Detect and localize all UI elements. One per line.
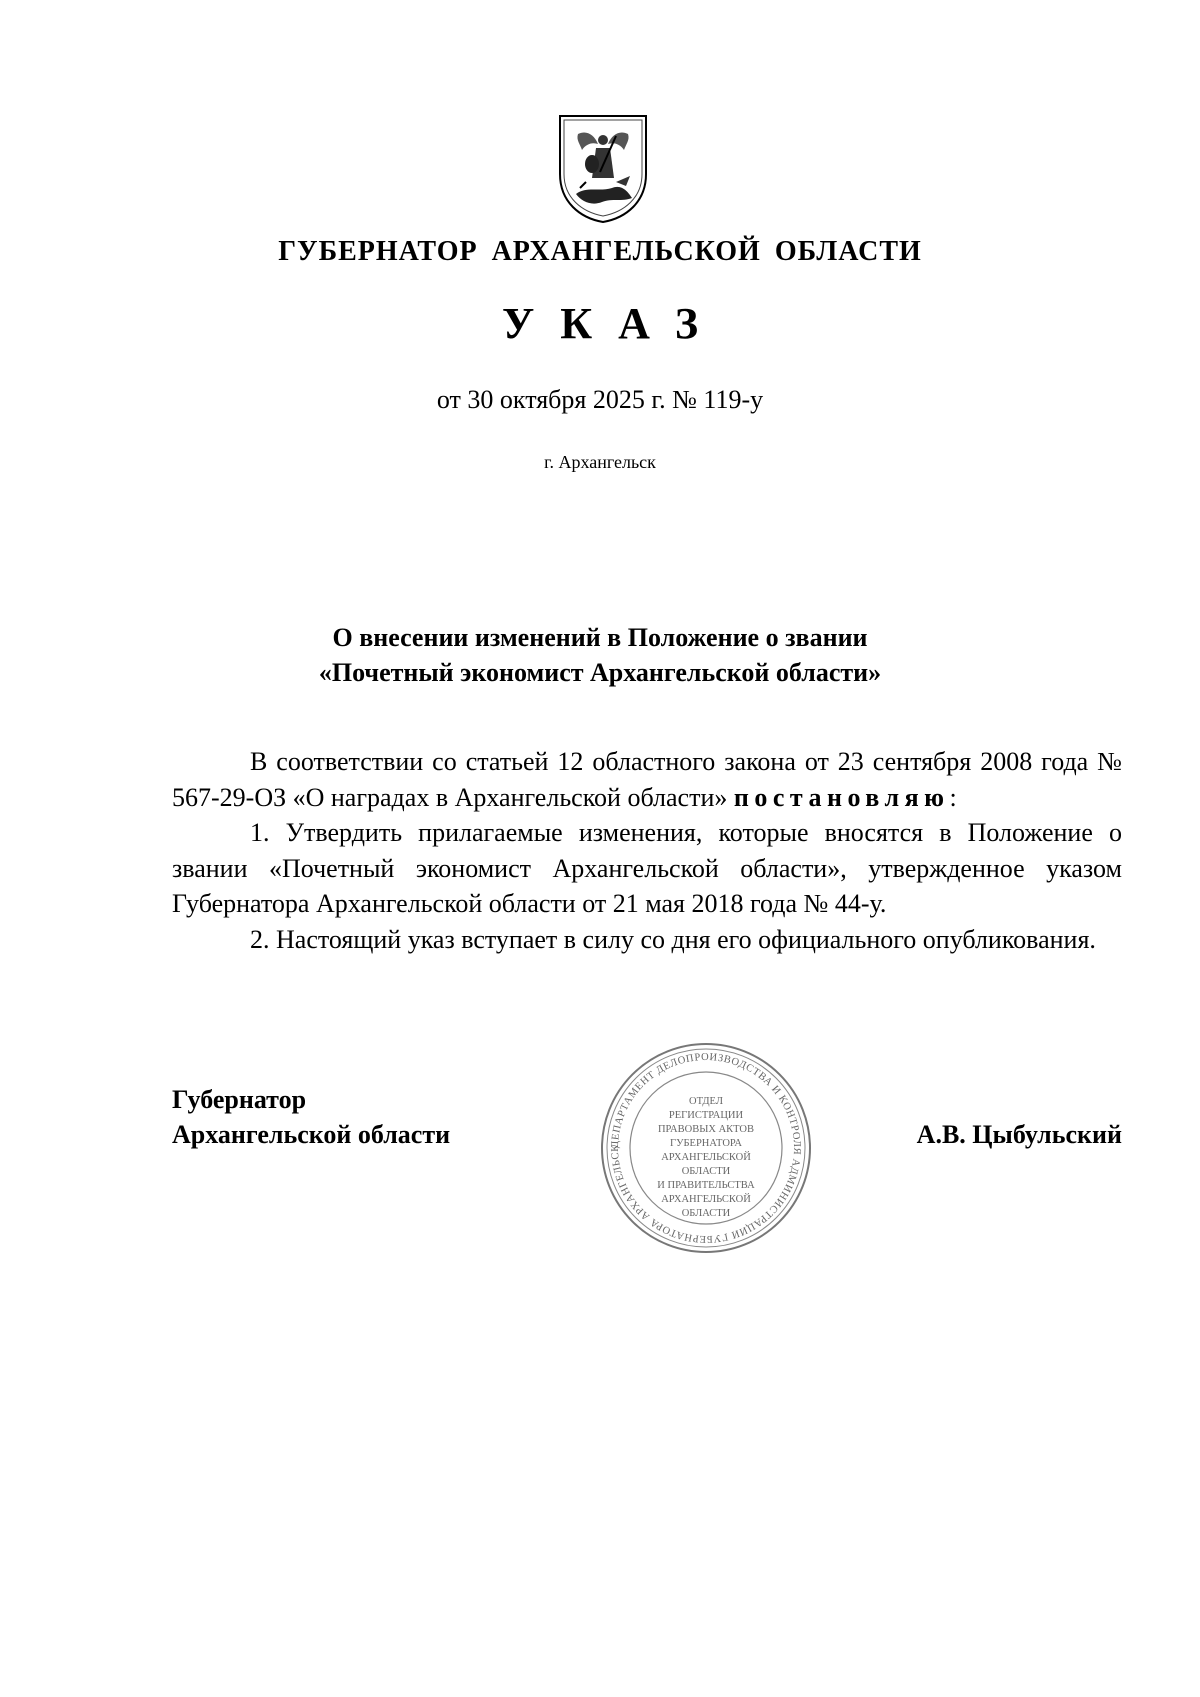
seal-line: РЕГИСТРАЦИИ [668, 1110, 744, 1121]
document-title-line-2: «Почетный экономист Архангельской области» [318, 658, 882, 687]
official-seal-icon [596, 1038, 816, 1258]
preamble-end: : [949, 782, 957, 812]
preamble-text: В соответствии со статьей 12 областного закона от 23 сентября 2008 года № 567-29-ОЗ «О наградах в Архангельской области» [172, 747, 1122, 812]
seal-line: ГУБЕРНАТОРА [670, 1138, 742, 1149]
signatory-name: А.В. Цыбульский [916, 1120, 1122, 1149]
seal-outer-text: ДЕПАРТАМЕНТ ДЕЛОПРОИЗВОДСТВА И КОНТРОЛЯ АДМИНИСТРАЦИИ ГУБЕРНАТОРА АРХАНГЕЛЬСК [609, 1051, 803, 1245]
preamble-paragraph [172, 744, 1122, 815]
signatory-position [172, 1082, 450, 1152]
clause-2: 2. Настоящий указ вступает в силу со дня его официального опубликования. [250, 924, 1096, 954]
document-date-number: от 30 октября 2025 г. № 119-у [436, 385, 764, 414]
signatory-position-line-1: Губернатор [172, 1085, 307, 1114]
document-place: г. Архангельск [544, 452, 656, 472]
seal-line: ОБЛАСТИ [681, 1166, 731, 1177]
document-title-line-1: О внесении изменений в Положение о звании [332, 623, 868, 652]
seal-line: АРХАНГЕЛЬСКОЙ [661, 1194, 751, 1205]
decree-keyword: постановляю [733, 782, 950, 812]
document-type: УКАЗ [501, 299, 725, 348]
seal-line: ОБЛАСТИ [681, 1208, 731, 1219]
coat-of-arms-icon [556, 112, 650, 226]
signatory-position-line-2: Архангельской области [172, 1120, 451, 1149]
seal-line: АРХАНГЕЛЬСКОЙ [661, 1152, 751, 1163]
seal-line: ПРАВОВЫХ АКТОВ [657, 1124, 755, 1135]
document-body [172, 744, 1122, 957]
issuing-authority: ГУБЕРНАТОР АРХАНГЕЛЬСКОЙ ОБЛАСТИ [278, 236, 922, 267]
seal-line: ОТДЕЛ [689, 1096, 723, 1107]
document-title [0, 620, 1200, 690]
seal-line: И ПРАВИТЕЛЬСТВА [657, 1180, 755, 1191]
clause-1: 1. Утвердить прилагаемые изменения, которые вносятся в Положение о звании «Почетный экономист Архангельской области», утвержденное указом Губернатора Архангельской области от 21 мая 2018 года № 44-у. [172, 818, 1122, 918]
